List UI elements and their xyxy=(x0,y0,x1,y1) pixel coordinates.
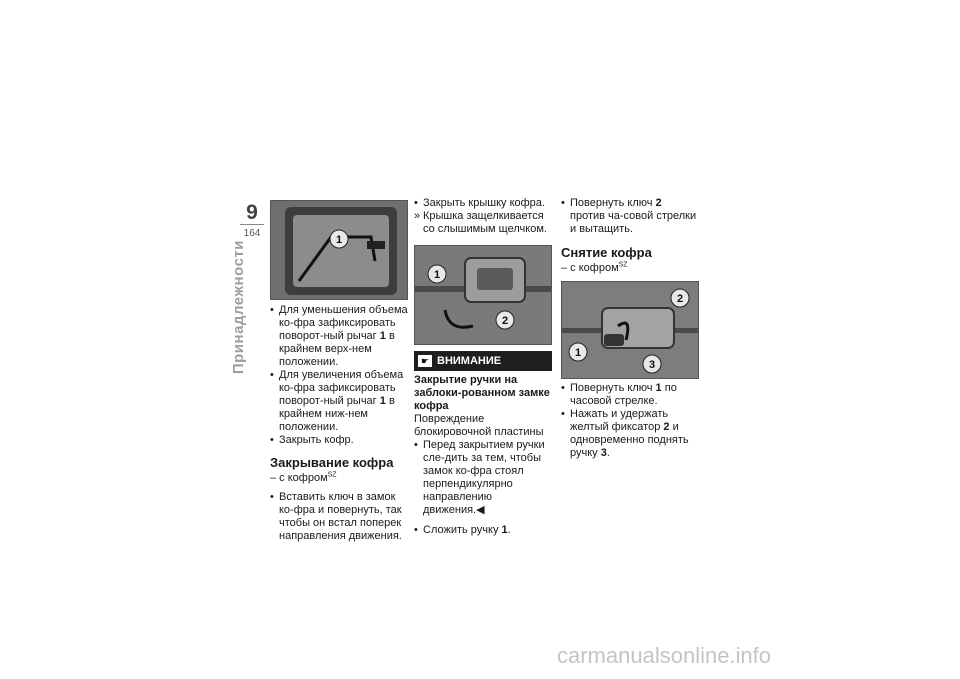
page-number: 164 xyxy=(243,228,261,239)
callout-2: 2 xyxy=(676,293,684,305)
list-item: • Для увеличения объема ко-фра зафиксировать поворот-ный рычаг 1 в крайнем ниж-нем положении. xyxy=(270,369,408,434)
case-interior-illustration xyxy=(271,201,407,299)
warning-text: Повреждение блокировочной пластины xyxy=(414,413,544,438)
case-interior-image xyxy=(270,200,408,300)
list-item: • Повернуть ключ 1 по часовой стрелке. xyxy=(561,382,699,408)
warning-heading: Закрытие ручки на заблоки-рованном замке кофра xyxy=(414,374,550,412)
list-item: • Закрыть крышку кофра. xyxy=(414,197,552,210)
case-removal-illustration xyxy=(562,282,698,378)
list-item: • Закрыть кофр. xyxy=(270,434,408,447)
condition: – с кофром$^{SZ}$ xyxy=(270,471,337,484)
list-item: • Сложить ручку 1. xyxy=(414,524,552,537)
chapter-number: 9 xyxy=(246,201,258,224)
list-item: • Перед закрытием ручки сле-дить за тем, чтобы замок ко-фра стоял перпендикулярно направлению движения.◀ xyxy=(414,439,552,517)
list-item: • Повернуть ключ 2 против ча-совой стрелки и вытащить. xyxy=(561,197,699,236)
list-item: • Нажать и удержать желтый фиксатор 2 и одновременно поднять ручку 3. xyxy=(561,408,699,460)
case-handle-image xyxy=(414,245,552,345)
warning-banner xyxy=(414,351,552,371)
condition: – с кофром$^{SZ}$ xyxy=(561,261,628,274)
column-3 xyxy=(561,197,699,460)
list-item: • Вставить ключ в замок ко-фра и повернуть, так чтобы он встал поперек направления движения. xyxy=(270,491,408,543)
case-removal-image xyxy=(561,281,699,379)
callout-2: 2 xyxy=(501,315,509,327)
heading-closing: Закрывание кофра xyxy=(270,455,394,470)
list-item: • Для уменьшения объема ко-фра зафиксировать поворот-ный рычаг 1 в крайнем верх-нем положении. xyxy=(270,304,408,369)
heading-removal: Снятие кофра xyxy=(561,245,652,260)
callout-3: 3 xyxy=(648,359,656,371)
divider xyxy=(240,224,264,225)
column-1 xyxy=(270,200,408,543)
case-handle-illustration xyxy=(415,246,551,344)
warning-label: ВНИМАНИЕ xyxy=(437,354,502,367)
callout-1: 1 xyxy=(433,269,441,281)
result-item: » Крышка защелкивается со слышимым щелчком. xyxy=(414,210,552,236)
column-2 xyxy=(414,197,552,537)
warning-hand-icon: ☛ xyxy=(418,355,432,367)
callout-1: 1 xyxy=(574,347,582,359)
watermark: carmanualsonline.info xyxy=(557,643,772,668)
callout-1: 1 xyxy=(335,234,343,246)
section-title: Принадлежности xyxy=(230,240,247,375)
